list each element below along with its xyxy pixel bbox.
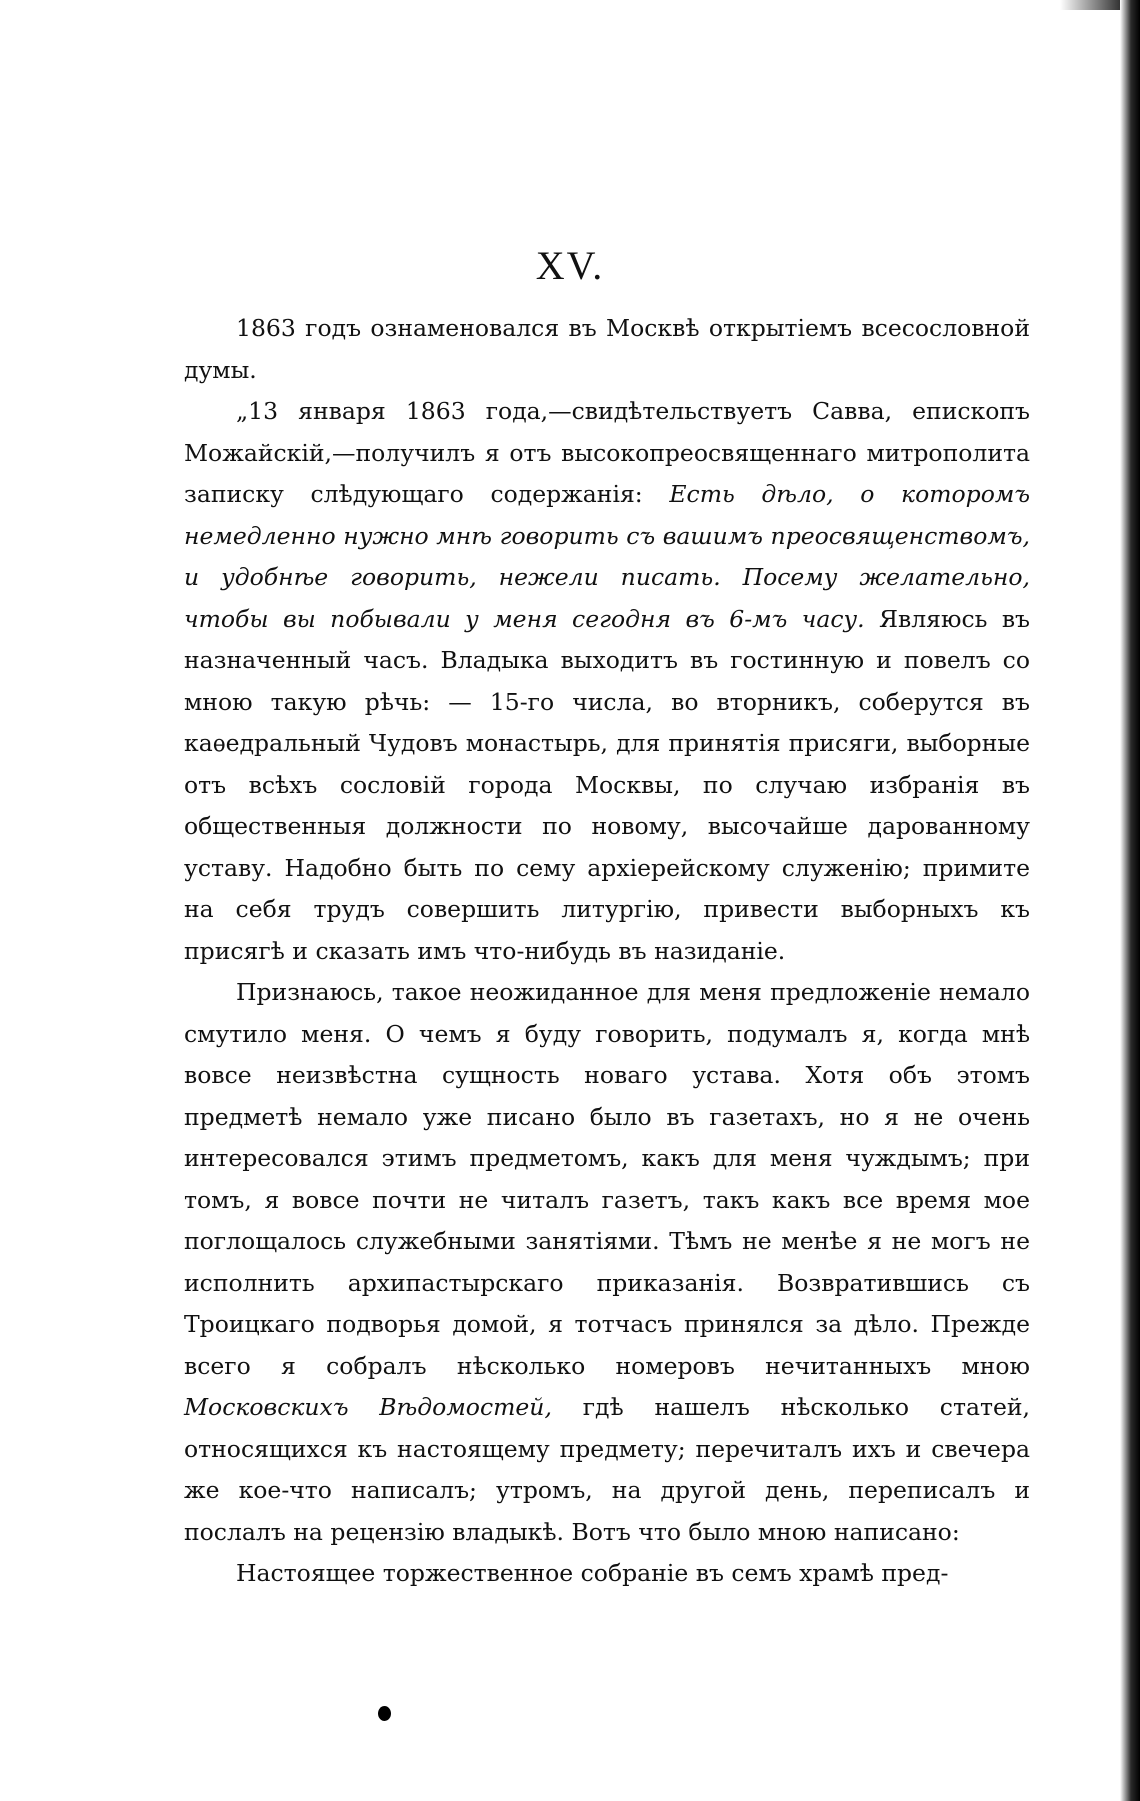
body-text xyxy=(184,308,1030,1595)
paragraph-2-text-b: Являюсь въ назначенный часъ. Владыка выходитъ въ гостинную и повелъ со мною такую рѣчь: — 15-го числа, во вторникъ, соберутся въ каѳедральный Чудовъ монастырь, для принятія присяги, выборные отъ всѣхъ сословій города Москвы, по случаю избранія въ общественныя должности по новому, высочайше дарованному уставу. Надобно быть по сему архіерейскому служенію; примите на себя трудъ совершить литургію, привести выборныхъ къ присягѣ и сказать имъ что-нибудь въ назиданіе. xyxy=(184,604,1031,965)
paragraph-3-text-a: Признаюсь, такое неожиданное для меня предложеніе немало смутило меня. О чемъ я буду говорить, подумалъ я, когда мнѣ вовсе неизвѣстна сущность новаго устава. Хотя объ этомъ предметѣ немало уже писано было въ газетахъ, но я не очень интересовался этимъ предметомъ, какъ для меня чуждымъ; при томъ, я вовсе почти не читалъ газетъ, такъ какъ все время мое поглощалось служебными занятіями. Тѣмъ не менѣе я не могъ не исполнить архипастырскаго приказанія. Возвратившись съ Троицкаго подворья домой, я тотчасъ принялся за дѣло. Прежде всего я собралъ нѣсколько номеровъ нечитанныхъ мною xyxy=(184,978,1030,1380)
paragraph-4: Настоящее торжественное собраніе въ семъ храмѣ пред- xyxy=(236,1559,949,1587)
page-edge-top-shadow xyxy=(1060,0,1120,10)
paragraph-3-text-b: гдѣ нашелъ нѣсколько статей, относящихся къ настоящему предмету; перечиталъ ихъ и свечера же кое-что написалъ; утромъ, на другой день, переписалъ и послалъ на рецензію владыкѣ. Вотъ что было мною написано: xyxy=(184,1393,1030,1546)
paragraph-3-italic-title: Московскихъ Вѣдомостей, xyxy=(184,1393,552,1421)
chapter-heading: XV. xyxy=(535,243,605,288)
paragraph-2 xyxy=(184,391,1030,972)
paragraph-3 xyxy=(184,972,1030,1553)
paragraph-2-text-a: „13 января 1863 года,—свидѣтельствуетъ Савва, епископъ Можайскій,—получилъ я отъ высокопреосвященнаго митрополита записку слѣдующаго содержанія: xyxy=(184,397,1030,508)
paragraph-1: 1863 годъ ознаменовался въ Москвѣ открытіемъ всесословной думы. xyxy=(184,314,1030,384)
ink-dot xyxy=(378,1706,391,1721)
paragraph-2-italic-quote: Есть дѣло, о которомъ немедленно нужно мнѣ говорить съ вашимъ преосвященствомъ, и удобнѣе говорить, нежели писать. Посему желательно, чтобы вы побывали у меня сегодня въ 6-мъ часу. xyxy=(184,480,1030,633)
